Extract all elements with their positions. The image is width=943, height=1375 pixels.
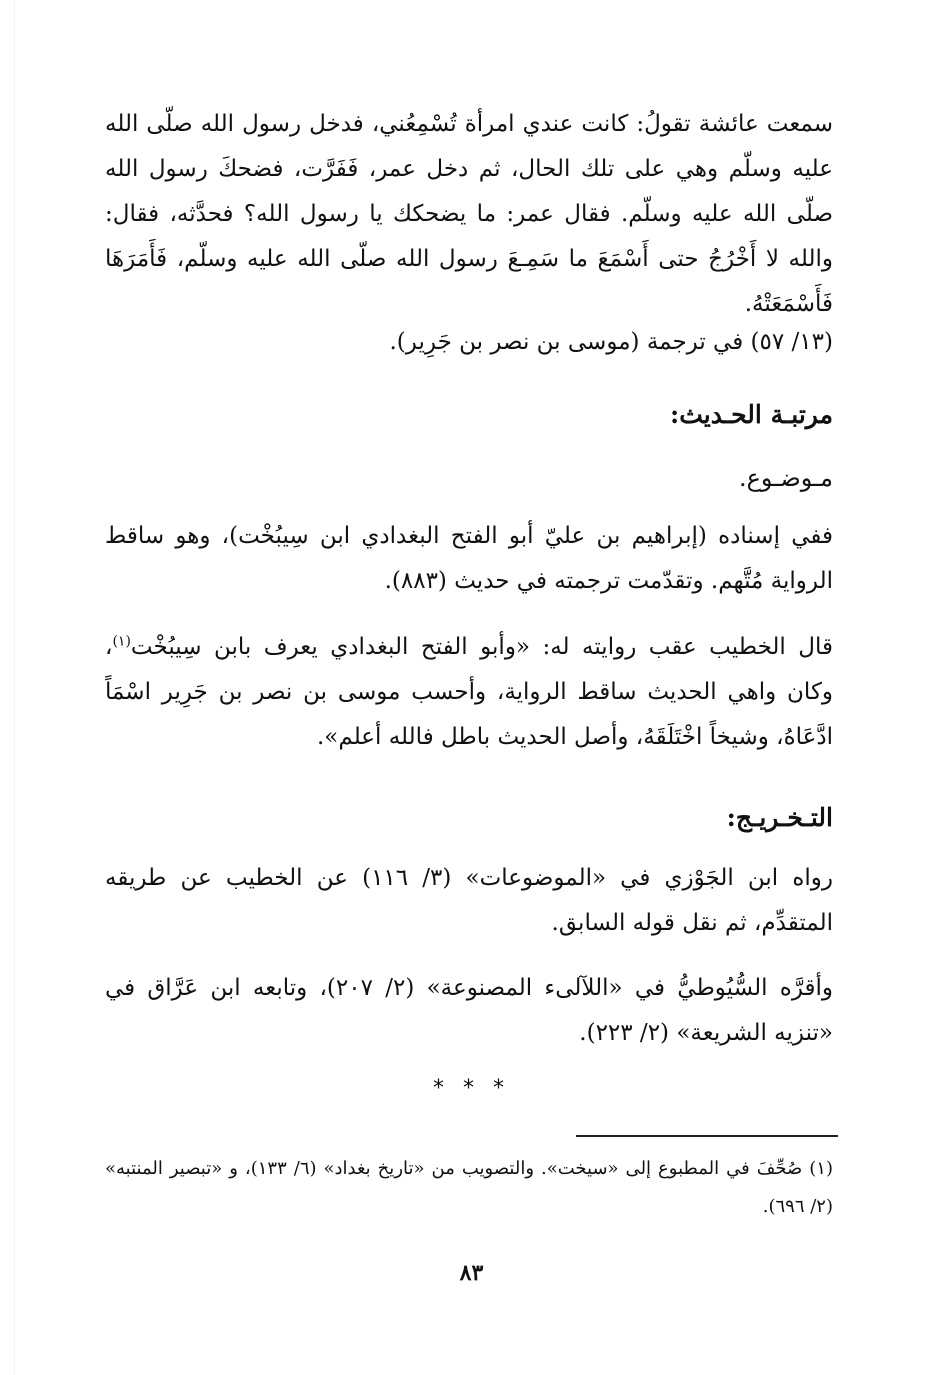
takhrij-paragraph-1: رواه ابن الجَوْزي في «الموضوعات» (٣/ ١١٦) عن الخطيب عن طريقه المتقدِّم، ثم نقل قوله السابق. [105, 865, 834, 936]
isnad-paragraph: ففي إسناده (إبراهيم بن عليّ أبو الفتح البغدادي ابن سِيبُخْت)، وهو ساقط الرواية مُتَّهم. وتقدّمت ترجمته في حديث (٨٨٣). [105, 523, 833, 594]
khatib-quote-end: ، وكان واهي الحديث ساقط الرواية، وأحسب موسى بن نصر بن جَرِير اسْمَاً ادَّعَاهُ، وشيخاً اخْتَلَقَهُ، وأصل الحديث باطل فالله أعلم». [105, 634, 833, 750]
takhrij-heading: التـخـريـج: [726, 803, 833, 832]
footnote-marker: (١) [112, 633, 131, 650]
khatib-quote-start: قال الخطيب عقب روايته له: «وأبو الفتح البغدادي يعرف بابن سِيبُخْت [130, 634, 833, 660]
page-number: ٨٣ [459, 1260, 484, 1286]
footnote-text: (١) صُحِّفَ في المطبوع إلى «سيخت». والتصويب من «تاريخ بغداد» (٦/ ١٣٣)، و «تبصير المنتبه» (٢/ ٦٩٦). [105, 1158, 833, 1217]
footnote-divider [576, 1135, 838, 1137]
hadith-text-paragraph: سمعت عائشة تقولُ: كانت عندي امرأة تُسْمِعُني، فدخل رسول الله صلّى الله عليه وسلّم وهي على تلك الحال، ثم دخل عمر، فَفَرَّت، فضحكَ رسول الله صلّى الله عليه وسلّم. فقال عمر: ما يضحكك يا رسول الله؟ فحدَّثه، فقال: والله لا أَخْرُجُ حتى أَسْمَعَ ما سَمِـعَ رسول الله صلّى الله عليه وسلّم، فَأَمَرَهَا فَأَسْمَعَتْهُ. [105, 111, 833, 317]
takhrij-paragraph-2: وأقرَّه السُّيُوطيُّ في «اللآلىء المصنوعة» (٢/ ٢٠٧)، وتابعه ابن عَرَّاق في «تنزيه الشريعة» (٢/ ٢٢٣). [105, 975, 834, 1046]
section-separator-stars: * * * [433, 1076, 510, 1101]
khatib-quote-paragraph [105, 625, 833, 760]
hadith-rank-heading: مرتبـة الحـديث: [669, 400, 833, 429]
hadith-verdict: مـوضـوع. [738, 464, 833, 492]
source-reference: (١٣/ ٥٧) في ترجمة (موسى بن نصر بن جَرِير). [389, 329, 833, 355]
